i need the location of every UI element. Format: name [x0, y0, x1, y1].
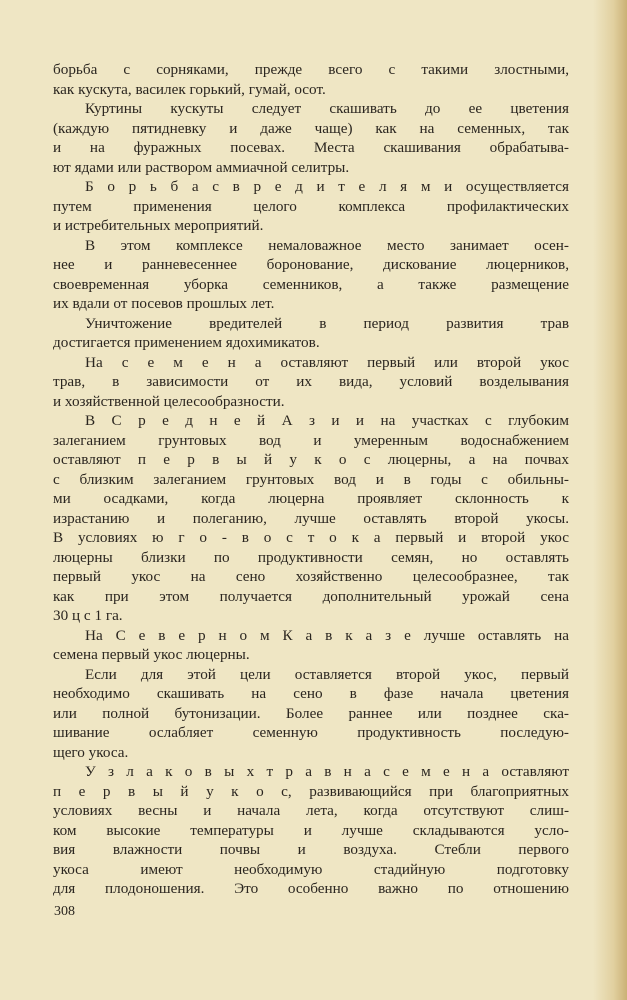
- text-line: Уничтожение вредителей в период развития трав: [85, 314, 569, 332]
- text-line: В условиях ю г о - в о с т о к а первый и второй укос: [53, 529, 569, 546]
- text-line: первый укос на сено хозяйственно целесообразнее, так: [53, 568, 569, 585]
- text-line: путем применения целого комплекса профилактических: [53, 197, 569, 215]
- text-line: их вдали от посевов прошлых лет.: [53, 295, 275, 312]
- text-line: На с е м е н а оставляют первый или второй укос: [85, 353, 569, 371]
- text-line: и хозяйственной целесообразности.: [53, 392, 285, 410]
- text-line: залеганием грунтовых вод и умеренным водоснабжением: [53, 431, 569, 449]
- text-line: Куртины кускуты следует скашивать до ее цветения: [85, 100, 569, 117]
- text-line: и истребительных мероприятий.: [53, 217, 264, 234]
- text-line: нее и ранневесеннее боронование, дискование люцерников,: [53, 256, 569, 273]
- text-line: вия влажности почвы и воздуха. Стебли первого: [53, 841, 569, 858]
- text-line: (каждую пятидневку и даже чаще) как на семенных, так: [53, 119, 569, 137]
- text-line: ми осадками, когда люцерна проявляет склонность к: [53, 490, 569, 507]
- page-number: 308: [54, 904, 75, 919]
- text-line: укоса имеют необходимую стадийную подготовку: [53, 860, 569, 878]
- text-line: трав, в зависимости от их вида, условий возделывания: [53, 373, 569, 390]
- text-line: У з л а к о в ы х т р а в н а с е м е н а оставляют: [85, 763, 569, 780]
- text-line: необходимо скашивать на сено в фазе начала цветения: [53, 685, 569, 702]
- text-line: люцерны близки по продуктивности семян, но оставлять: [53, 548, 569, 566]
- text-line: борьба с сорняками, прежде всего с такими злостными,: [53, 61, 569, 78]
- text-line: Б о р ь б а с в р е д и т е л я м и осуществляется: [85, 178, 569, 195]
- text-line: как кускута, василек горький, гумай, осот.: [53, 80, 326, 98]
- text-line: щего укоса.: [53, 743, 129, 761]
- text-line: и на фуражных посевах. Места скашивания обрабатыва-: [53, 139, 569, 156]
- text-line: достигается применением ядохимикатов.: [53, 334, 320, 351]
- text-line: своевременная уборка семенников, а также размещение: [53, 275, 569, 293]
- text-line: для плодоношения. Это особенно важно по отношению: [53, 880, 569, 897]
- text-line: В этом комплексе немаловажное место занимает осен-: [85, 236, 569, 254]
- text-line: или полной бутонизации. Более раннее или позднее ска-: [53, 704, 569, 722]
- text-line: п е р в ы й у к о с, развивающийся при благоприятных: [53, 782, 569, 800]
- text-line: 30 ц с 1 га.: [53, 607, 123, 624]
- body-text: [53, 60, 569, 899]
- text-line: шивание ослабляет семенную продуктивность последую-: [53, 724, 569, 741]
- text-line: с близким залеганием грунтовых вод и в годы с обильны-: [53, 470, 569, 488]
- text-line: израстанию и полеганию, лучше оставлять второй укосы.: [53, 509, 569, 527]
- text-line: условиях весны и начала лета, когда отсутствуют слиш-: [53, 802, 569, 819]
- text-line: ком высокие температуры и лучше складываются усло-: [53, 821, 569, 839]
- page-edge-shadow: [593, 0, 627, 1000]
- text-line: семена первый укос люцерны.: [53, 646, 250, 663]
- text-line: В С р е д н е й А з и и на участках с глубоким: [85, 412, 569, 429]
- text-line: Если для этой цели оставляется второй укос, первый: [85, 665, 569, 683]
- text-line: как при этом получается дополнительный урожай сена: [53, 587, 569, 605]
- text-line: На С е в е р н о м К а в к а з е лучше оставлять на: [85, 626, 569, 644]
- text-line: оставляют п е р в ы й у к о с люцерны, а на почвах: [53, 451, 569, 468]
- text-line: ют ядами или раствором аммиачной селитры.: [53, 158, 350, 176]
